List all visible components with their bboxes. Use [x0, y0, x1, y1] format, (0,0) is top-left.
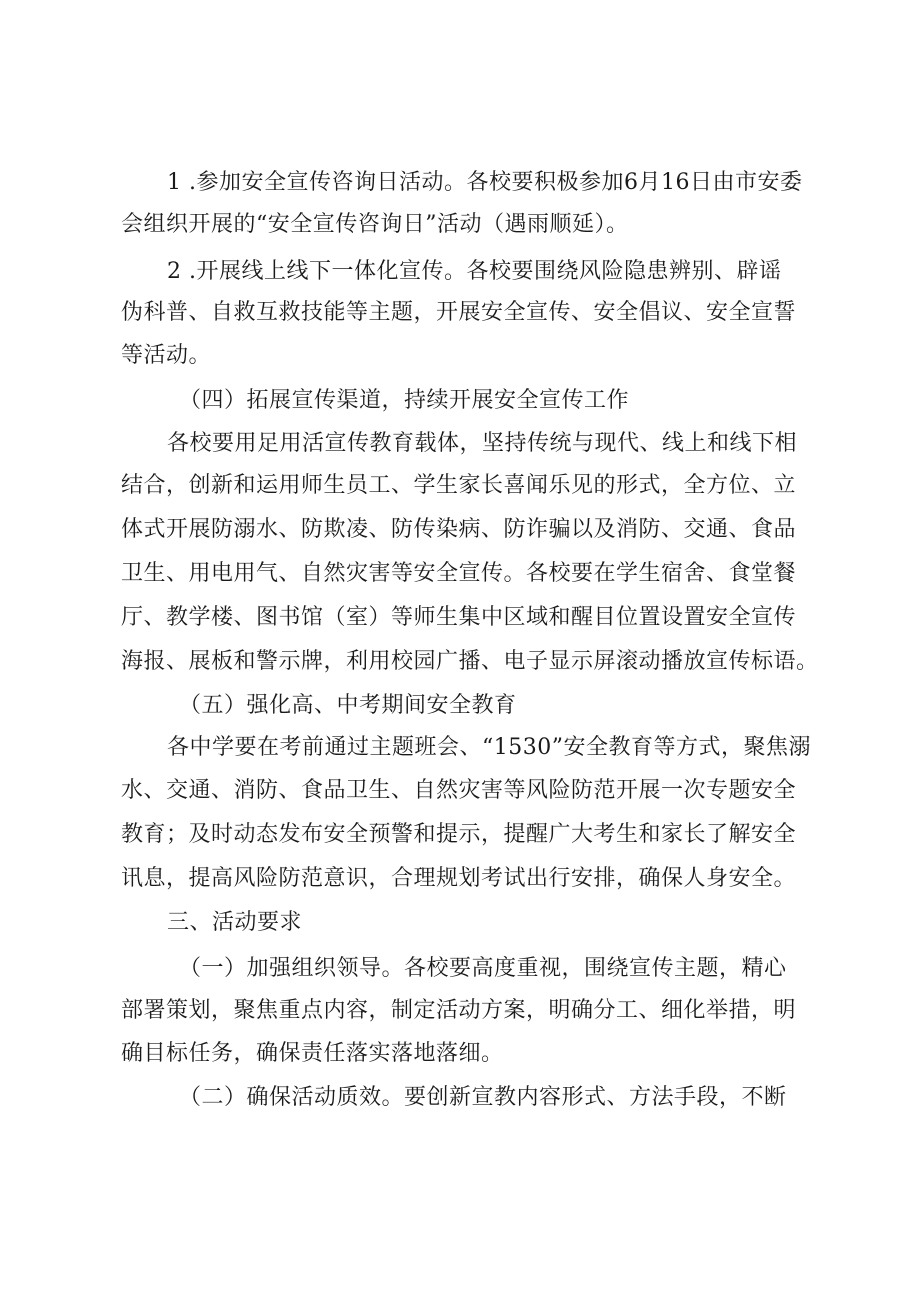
- paragraph-line: 伪科普、自救互救技能等主题，开展安全宣传、安全倡议、安全宣誓: [121, 300, 797, 325]
- paragraph-line: 会组织开展的“安全宣传咨询日”活动（遇雨顺延）。: [121, 212, 629, 237]
- paragraph-line: （二）确保活动质效。要创新宣教内容形式、方法手段，不断: [179, 1085, 787, 1110]
- section-heading: 三、活动要求: [167, 910, 303, 935]
- paragraph-line: 教育；及时动态发布安全预警和提示，提醒广大考生和家长了解安全: [121, 822, 797, 847]
- paragraph-line: 水、交通、消防、食品卫生、自然灾害等风险防范开展一次专题安全: [121, 778, 797, 803]
- paragraph-line: 等活动。: [121, 343, 212, 368]
- paragraph-line: 厅、教学楼、图书馆（室）等师生集中区域和醒目位置设置安全宣传: [121, 605, 797, 630]
- paragraph-line: （一）加强组织领导。各校要高度重视，围绕宣传主题，精心: [179, 956, 787, 981]
- section-heading: （五）强化高、中考期间安全教育: [179, 693, 517, 718]
- paragraph-line: 1 .参加安全宣传咨询日活动。各校要积极参加6月16日由市安委: [167, 170, 803, 195]
- paragraph-line: 部署策划，聚焦重点内容，制定活动方案，明确分工、细化举措，明: [121, 998, 797, 1023]
- paragraph-line: 各校要用足用活宣传教育载体，坚持传统与现代、线上和线下相: [167, 431, 798, 456]
- paragraph-line: 2 .开展线上线下一体化宣传。各校要围绕风险隐患辨别、辟谣: [167, 259, 782, 284]
- paragraph-line: 结合，创新和运用师生员工、学生家长喜闻乐见的形式，全方位、立: [121, 473, 797, 498]
- paragraph-line: 讯息，提高风险防范意识，合理规划考试出行安排，确保人身安全。: [121, 866, 797, 891]
- paragraph-line: 卫生、用电用气、自然灾害等安全宣传。各校要在学生宿舍、食堂餐: [121, 561, 797, 586]
- paragraph-line: 海报、展板和警示牌，利用校园广播、电子显示屏滚动播放宣传标语。: [121, 649, 819, 674]
- paragraph-line: 体式开展防溺水、防欺凌、防传染病、防诈骗以及消防、交通、食品: [121, 517, 797, 542]
- paragraph-line: 确目标任务，确保责任落实落地落细。: [121, 1041, 504, 1066]
- paragraph-line: 各中学要在考前通过主题班会、“1530”安全教育等方式，聚焦溺: [167, 735, 811, 760]
- section-heading: （四）拓展宣传渠道，持续开展安全宣传工作: [179, 388, 630, 413]
